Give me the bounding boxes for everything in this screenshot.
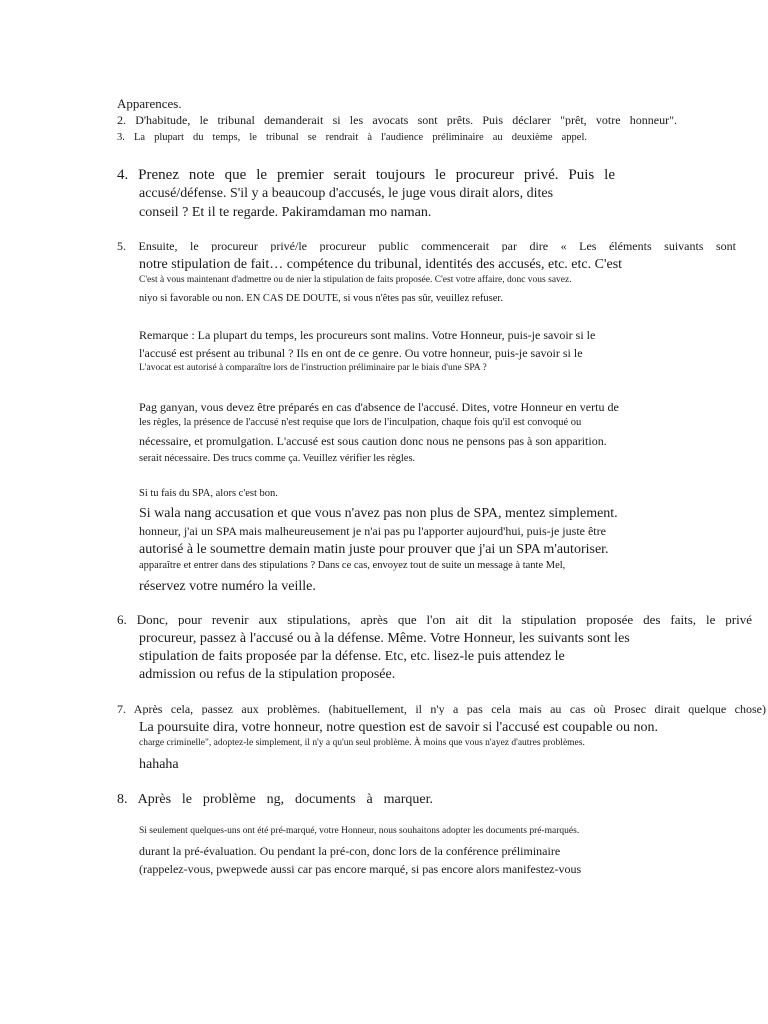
document-line: l'accusé est présent au tribunal ? Ils en ont de ce genre. Ou votre honneur, puis-je savoir si le — [139, 346, 583, 360]
document-line: réservez votre numéro la veille. — [139, 579, 316, 594]
document-line: Si tu fais du SPA, alors c'est bon. — [139, 488, 278, 499]
document-line: Apparences. — [117, 96, 182, 111]
document-line: nécessaire, et promulgation. L'accusé est sous caution donc nous ne pensons pas à son apparition. — [139, 434, 607, 448]
document-line: Si wala nang accusation et que vous n'avez pas non plus de SPA, mentez simplement. — [139, 506, 618, 521]
document-line: serait nécessaire. Des trucs comme ça. Veuillez vérifier les règles. — [139, 453, 416, 464]
document-line: apparaître et entrer dans des stipulations ? Dans ce cas, envoyez tout de suite un message à tante Mel, — [139, 560, 566, 571]
document-line: hahaha — [139, 757, 179, 772]
document-line: 2. D'habitude, le tribunal demanderait si les avocats sont prêts. Puis déclarer "prêt, votre honneur". — [117, 114, 677, 126]
document-line: 4. Prenez note que le premier serait toujours le procureur privé. Puis le — [117, 168, 615, 183]
document-line: les règles, la présence de l'accusé n'est requise que lors de l'inculpation, chaque fois qu'il est convoqué ou — [139, 417, 582, 428]
document-line: C'est à vous maintenant d'admettre ou de nier la stipulation de faits proposée. C'est votre affaire, donc vous savez. — [139, 275, 572, 285]
document-line: Remarque : La plupart du temps, les procureurs sont malins. Votre Honneur, puis-je savoir si le — [139, 328, 596, 342]
document-line: La poursuite dira, votre honneur, notre question est de savoir si l'accusé est coupable ou non. — [139, 720, 659, 735]
document-line: charge criminelle", adoptez-le simplement, il n'y a qu'un seul problème. À moins que vous n'ayez d'autres problèmes. — [139, 738, 585, 748]
document-line: L'avocat est autorisé à comparaître lors de l'instruction préliminaire par le biais d'une SPA ? — [139, 363, 487, 373]
document-line: durant la pré-évaluation. Ou pendant la pré-con, donc lors de la conférence préliminaire — [139, 844, 561, 858]
document-line: accusé/défense. S'il y a beaucoup d'accusés, le juge vous dirait alors, dites — [139, 186, 554, 201]
document-line: niyo si favorable ou non. EN CAS DE DOUTE, si vous n'êtes pas sûr, veuillez refuser. — [139, 293, 503, 304]
document-line: stipulation de faits proposée par la défense. Etc, etc. lisez-le puis attendez le — [139, 649, 565, 664]
document-line: 6. Donc, pour revenir aux stipulations, après que l'on ait dit la stipulation proposée des faits, le privé — [117, 613, 752, 626]
document-line: honneur, j'ai un SPA mais malheureusement je n'ai pas pu l'apporter aujourd'hui, puis-je juste être — [139, 524, 606, 538]
document-line: autorisé à le soumettre demain matin juste pour prouver que j'ai un SPA m'autoriser. — [139, 542, 609, 557]
document-line: Si seulement quelques-uns ont été pré-marqué, votre Honneur, nous souhaitons adopter les documents pré-marqués. — [139, 826, 580, 836]
document-line: admission ou refus de la stipulation proposée. — [139, 667, 396, 682]
document-line: 3. La plupart du temps, le tribunal se rendrait à l'audience préliminaire au deuxième appel. — [117, 133, 587, 143]
document-line: conseil ? Et il te regarde. Pakiramdaman mo naman. — [139, 205, 432, 220]
document-line: 5. Ensuite, le procureur privé/le procureur public commencerait par dire « Les éléments suivants sont — [117, 240, 736, 252]
document-line: 8. Après le problème ng, documents à marquer. — [117, 793, 433, 807]
document-line: 7. Après cela, passez aux problèmes. (habituellement, il n'y a pas cela mais au cas où Prosec dirait quelque chose) — [117, 703, 766, 715]
document-line: notre stipulation de fait… compétence du tribunal, identités des accusés, etc. etc. C'est — [139, 257, 623, 272]
document-line: procureur, passez à l'accusé ou à la défense. Même. Votre Honneur, les suivants sont les — [139, 631, 630, 646]
document-line: Pag ganyan, vous devez être préparés en cas d'absence de l'accusé. Dites, votre Honneur en vertu de — [139, 400, 619, 414]
document-line: (rappelez-vous, pwepwede aussi car pas encore marqué, si pas encore alors manifestez-vous — [139, 862, 582, 876]
